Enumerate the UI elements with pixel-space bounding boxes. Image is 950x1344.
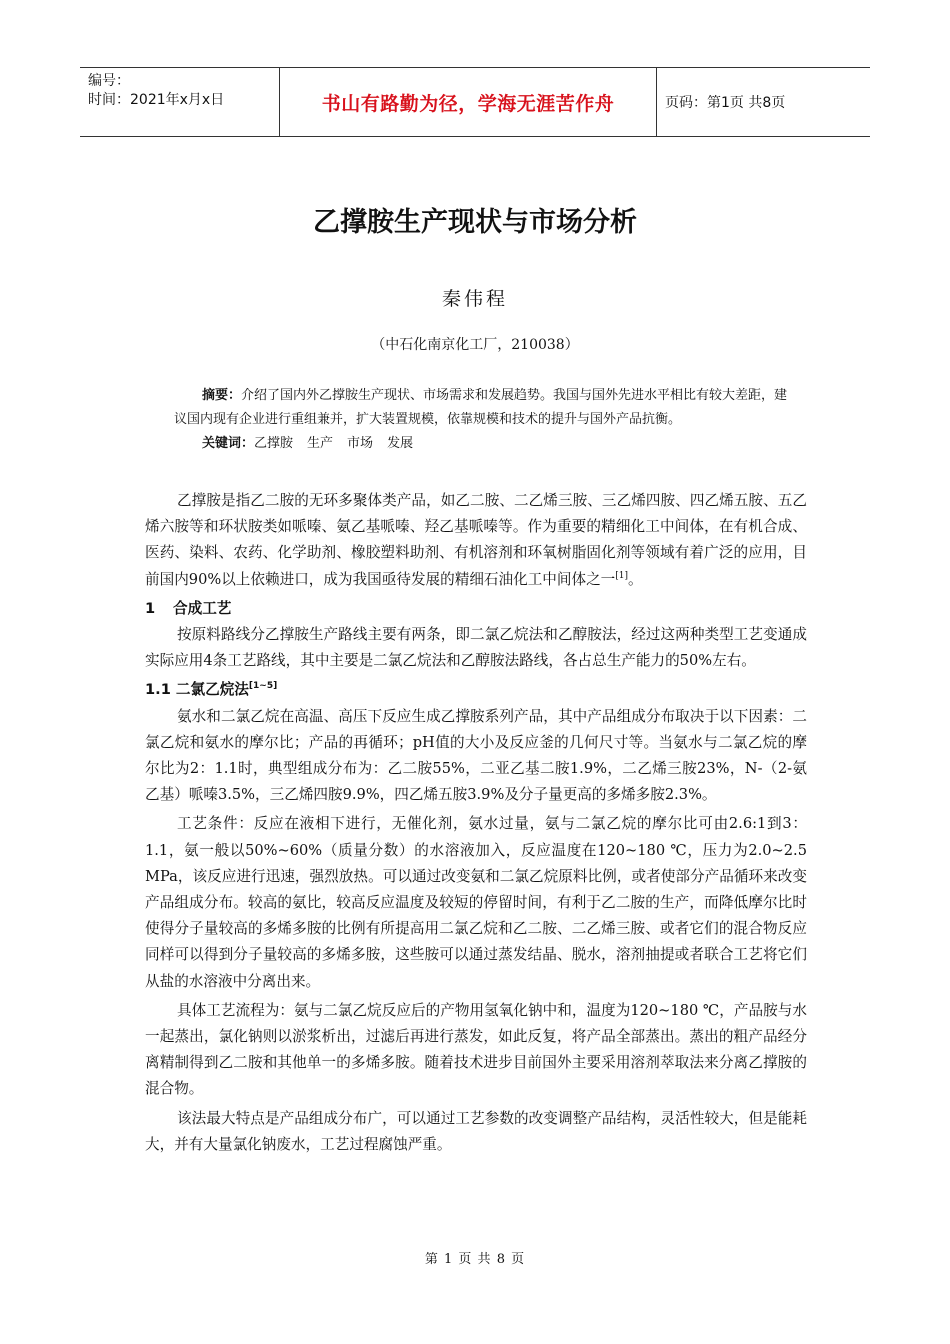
section-number: 1 (145, 599, 156, 617)
keyword: 生产 (307, 436, 334, 451)
section-heading-1 (145, 596, 807, 622)
paragraph: 具体工艺流程为：氨与二氯乙烷反应后的产物用氢氧化钠中和，温度为120~180 ℃，产品胺与水一起蒸出，氯化钠则以淤浆析出，过滤后再进行蒸发，如此反复，将产品全部蒸出。蒸出的粗产品经分离精制得到乙二胺和其他单一的多烯多胺。随着技术进步目前国外主要采用溶剂萃取法来分离乙撑胺的混合物。 (145, 1001, 807, 1098)
abstract (174, 384, 790, 432)
paragraph: 氨水和二氯乙烷在高温、高压下反应生成乙撑胺系列产品，其中产品组成分布取决于以下因素：二氯乙烷和氨水的摩尔比；产品的再循环；pH值的大小及反应釜的几何尺寸等。当氨水与二氯乙烷的摩尔比为2：1.1时，典型组成分布为：乙二胺55%，二亚乙基二胺1.9%，二乙烯三胺23%，N-（2-氨乙基）哌嗪3.5%，三乙烯四胺9.9%，四乙烯五胺3.9%及分子量更高的多烯多胺2.3%。 (145, 707, 807, 804)
header-info (80, 68, 280, 136)
section-heading-1-1 (145, 677, 807, 703)
intro-end: 。 (628, 570, 643, 588)
header-page-label: 页码：第1页 共8页 (665, 95, 786, 111)
intro-text: 乙撑胺是指乙二胺的无环多聚体类产品，如乙二胺、二乙烯三胺、三乙烯四胺、四乙烯五胺、五乙烯六胺等和环状胺类如哌嗪、氨乙基哌嗪、羟乙基哌嗪等。作为重要的精细化工中间体，在有机合成、医药、染料、农药、化学助剂、橡胶塑料助剂、有机溶剂和环氧树脂固化剂等领域有着广泛的应用，目前国内90%以上依赖进口，成为我国亟待发展的精细石油化工中间体之一 (145, 492, 807, 588)
citation: [1~5] (248, 681, 278, 692)
article-author: 秦伟程 (441, 288, 508, 310)
header-motto: 书山有路勤为径，学海无涯苦作舟 (280, 68, 657, 136)
page-footer: 第 1 页 共 8 页 (424, 1252, 526, 1267)
article-affiliation: （中石化南京化工厂，210038） (371, 337, 579, 353)
section-title: 合成工艺 (173, 599, 232, 617)
intro-paragraph (145, 488, 807, 593)
paragraph: 工艺条件：反应在液相下进行，无催化剂，氨水过量，氨与二氯乙烷的摩尔比可由2.6:1到3：1.1，氨一般以50%~60%（质量分数）的水溶液加入，反应温度在120~180 ℃，压力为2.0~2.5 MPa，该反应进行迅速，强烈放热。可以通过改变氨和二氯乙烷原料比例，或者使部分产品循环来改变产品组成分布。较高的氨比，较高反应温度及较短的停留时间，有利于乙二胺的生产，而降低摩尔比时使得分子量较高的多烯多胺的比例有所提高用二氯乙烷和乙二胺、二乙烯三胺、或者它们的混合物反应同样可以得到分子量较高的多烯多胺，这些胺可以通过蒸发结晶、脱水，溶剂抽提或者联合工艺将它们从盐的水溶液中分离出来。 (145, 815, 807, 990)
doc-number-label: 编号： (88, 73, 130, 89)
abstract-text: 介绍了国内外乙撑胺生产现状、市场需求和发展趋势。我国与国外先进水平相比有较大差距，建议国内现有企业进行重组兼并，扩大装置规模，依靠规模和技术的提升与国外产品抗衡。 (174, 388, 788, 427)
keyword: 乙撑胺 (254, 436, 294, 451)
article-body (145, 488, 807, 1161)
page-header (80, 67, 870, 137)
keywords (174, 432, 790, 456)
article-title: 乙撑胺生产现状与市场分析 (313, 207, 637, 238)
keyword: 发展 (387, 436, 414, 451)
abstract-label: 摘要： (202, 388, 242, 403)
citation: [1] (615, 570, 629, 581)
subsection-title: 1.1 二氯乙烷法 (145, 681, 249, 699)
keyword: 市场 (347, 436, 374, 451)
paragraph: 该法最大特点是产品组成分布广，可以通过工艺参数的改变调整产品结构，灵活性较大，但是能耗大，并有大量氯化钠废水，工艺过程腐蚀严重。 (145, 1109, 807, 1153)
doc-date-label: 时间：2021年x月x日 (88, 92, 225, 108)
section1-paragraph: 按原料路线分乙撑胺生产路线主要有两条，即二氯乙烷法和乙醇胺法，经过这两种类型工艺变通成实际应用4条工艺路线，其中主要是二氯乙烷法和乙醇胺法路线，各占总生产能力的50%左右。 (145, 626, 807, 670)
abstract-block (174, 384, 790, 456)
keywords-label: 关键词： (202, 436, 255, 451)
